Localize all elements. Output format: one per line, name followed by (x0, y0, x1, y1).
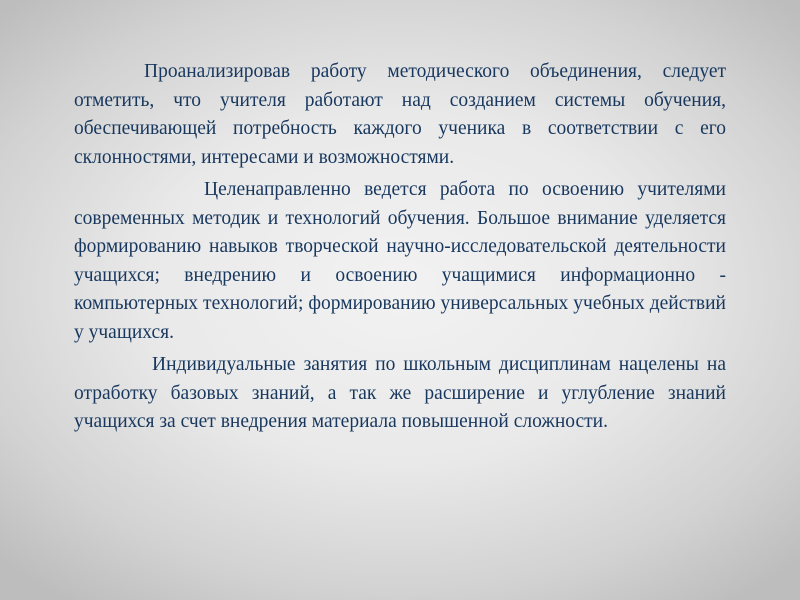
paragraph-analysis: Проанализировав работу методического объединения, следует отметить, что учителя работают над созданием системы обучения, обеспечивающей потребность каждого ученика в соответствии с его склонностями, интересами и возможностями. (74, 61, 726, 168)
slide-text-block (74, 58, 726, 437)
paragraph-individual-lessons: Индивидуальные занятия по школьным дисциплинам нацелены на отработку базовых знаний, а так же расширение и углубление знаний учащихся за счет внедрения материала повышенной сложности. (74, 354, 726, 432)
paragraph-methods: Целенаправленно ведется работа по освоению учителями современных методик и технологий обучения. Большое внимание уделяется формированию навыков творческой научно-исследовательской деятельности учащихся; внедрению и освоению учащимися информационно - компьютерных технологий; формированию универсальных учебных действий у учащихся. (74, 179, 726, 343)
